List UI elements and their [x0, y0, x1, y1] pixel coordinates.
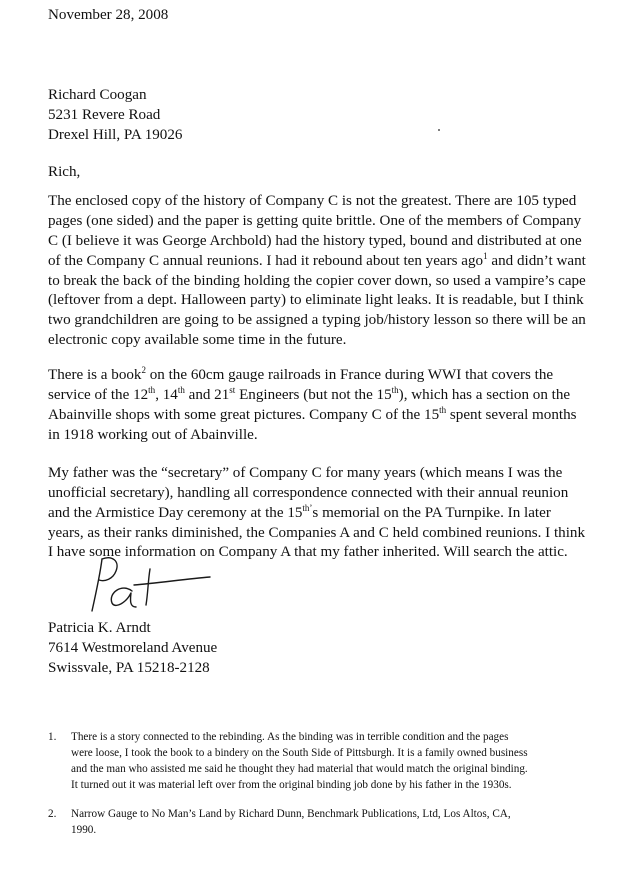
ordinal-suffix: st: [229, 385, 236, 395]
sender-street: 7614 Westmoreland Avenue: [48, 640, 218, 656]
footnote-ref-1: 1: [483, 251, 488, 261]
handwritten-signature: [86, 553, 216, 623]
footnote-line: There is a story connected to the rebinding. As the binding was in terrible condition and the pages: [71, 731, 509, 743]
text-run: There is a book: [48, 367, 142, 383]
paragraph-line: I have some information on Company A that my father inherited. Will search the attic.: [48, 544, 568, 560]
paragraph-line: [48, 406, 577, 425]
scan-speck: [438, 129, 440, 131]
ordinal-suffix: th’: [302, 503, 313, 513]
recipient-street: 5231 Revere Road: [48, 107, 161, 123]
sender-name: Patricia K. Arndt: [48, 620, 151, 636]
footnote-line: Narrow Gauge to No Man’s Land by Richard Dunn, Benchmark Publications, Ltd, Los Altos, CA,: [71, 808, 511, 820]
paragraph-line: C (I believe it was George Archbold) had the history typed, bound and distributed at one: [48, 233, 582, 249]
paragraph-line: pages (one sided) and the paper is getting quite brittle. One of the members of Company: [48, 213, 582, 229]
ordinal-suffix: th: [177, 385, 185, 395]
footnote-line: were loose, I took the book to a bindery on the South Side of Pittsburgh. It is a family owned business: [71, 747, 528, 759]
ordinal-suffix: th: [391, 385, 399, 395]
text-run: of the Company C annual reunions. I had it rebound about ten years ago: [48, 253, 484, 269]
paragraph-line: electronic copy available some time in the future.: [48, 332, 347, 348]
paragraph-line: [48, 386, 570, 405]
recipient-city: Drexel Hill, PA 19026: [48, 127, 183, 143]
ordinal-suffix: th: [148, 385, 156, 395]
text-run: spent several months: [446, 407, 577, 423]
text-run: service of the 12: [48, 387, 149, 403]
paragraph-line: unofficial secretary), handling all correspondence connected with their annual reunion: [48, 485, 569, 501]
paragraph-line: [48, 366, 553, 385]
footnote-number: 2.: [48, 808, 57, 820]
paragraph-line: [48, 504, 551, 523]
footnote-line: It turned out it was material left over from the original binding job done by his father in the 1930s.: [71, 779, 512, 791]
paragraph-line: [48, 252, 586, 271]
text-run: ), which has a section on the: [398, 387, 571, 403]
recipient-name: Richard Coogan: [48, 87, 147, 103]
paragraph-line: to break the back of the binding holding the copier cover down, so used a vampire’s cape: [48, 273, 586, 289]
text-run: Engineers (but not the 15: [235, 387, 392, 403]
paragraph-line: The enclosed copy of the history of Company C is not the greatest. There are 105 typed: [48, 193, 577, 209]
footnote-line: 1990.: [71, 824, 97, 836]
footnote-line: and the man who assisted me said he thought they had material that would match the original binding.: [71, 763, 528, 775]
salutation: Rich,: [48, 164, 81, 180]
paragraph-line: in 1918 working out of Abainville.: [48, 427, 258, 443]
text-run: and the Armistice Day ceremony at the 15: [48, 505, 303, 521]
text-run: and 21: [184, 387, 230, 403]
letter-date: November 28, 2008: [48, 7, 169, 23]
text-run: and didn’t want: [487, 253, 586, 269]
text-run: on the 60cm gauge railroads in France during WWI that covers the: [145, 367, 554, 383]
text-run: s memorial on the PA Turnpike. In later: [312, 505, 551, 521]
text-run: , 14: [155, 387, 178, 403]
paragraph-line: My father was the “secretary” of Company C for many years (which means I was the: [48, 465, 563, 481]
footnote-number: 1.: [48, 731, 57, 743]
paragraph-line: years, as their ranks diminished, the Companies A and C held combined reunions. I think: [48, 525, 585, 541]
paragraph-line: (leftover from a dept. Halloween party) to eliminate light leaks. It is readable, but I think: [48, 292, 584, 308]
paragraph-line: two grandchildren are going to be assigned a typing job/history lesson so there will be an: [48, 312, 586, 328]
sender-city: Swissvale, PA 15218-2128: [48, 660, 210, 676]
footnote-ref-2: 2: [141, 365, 146, 375]
ordinal-suffix: th: [439, 405, 447, 415]
text-run: Abainville shops with some great pictures. Company C of the 15: [48, 407, 440, 423]
